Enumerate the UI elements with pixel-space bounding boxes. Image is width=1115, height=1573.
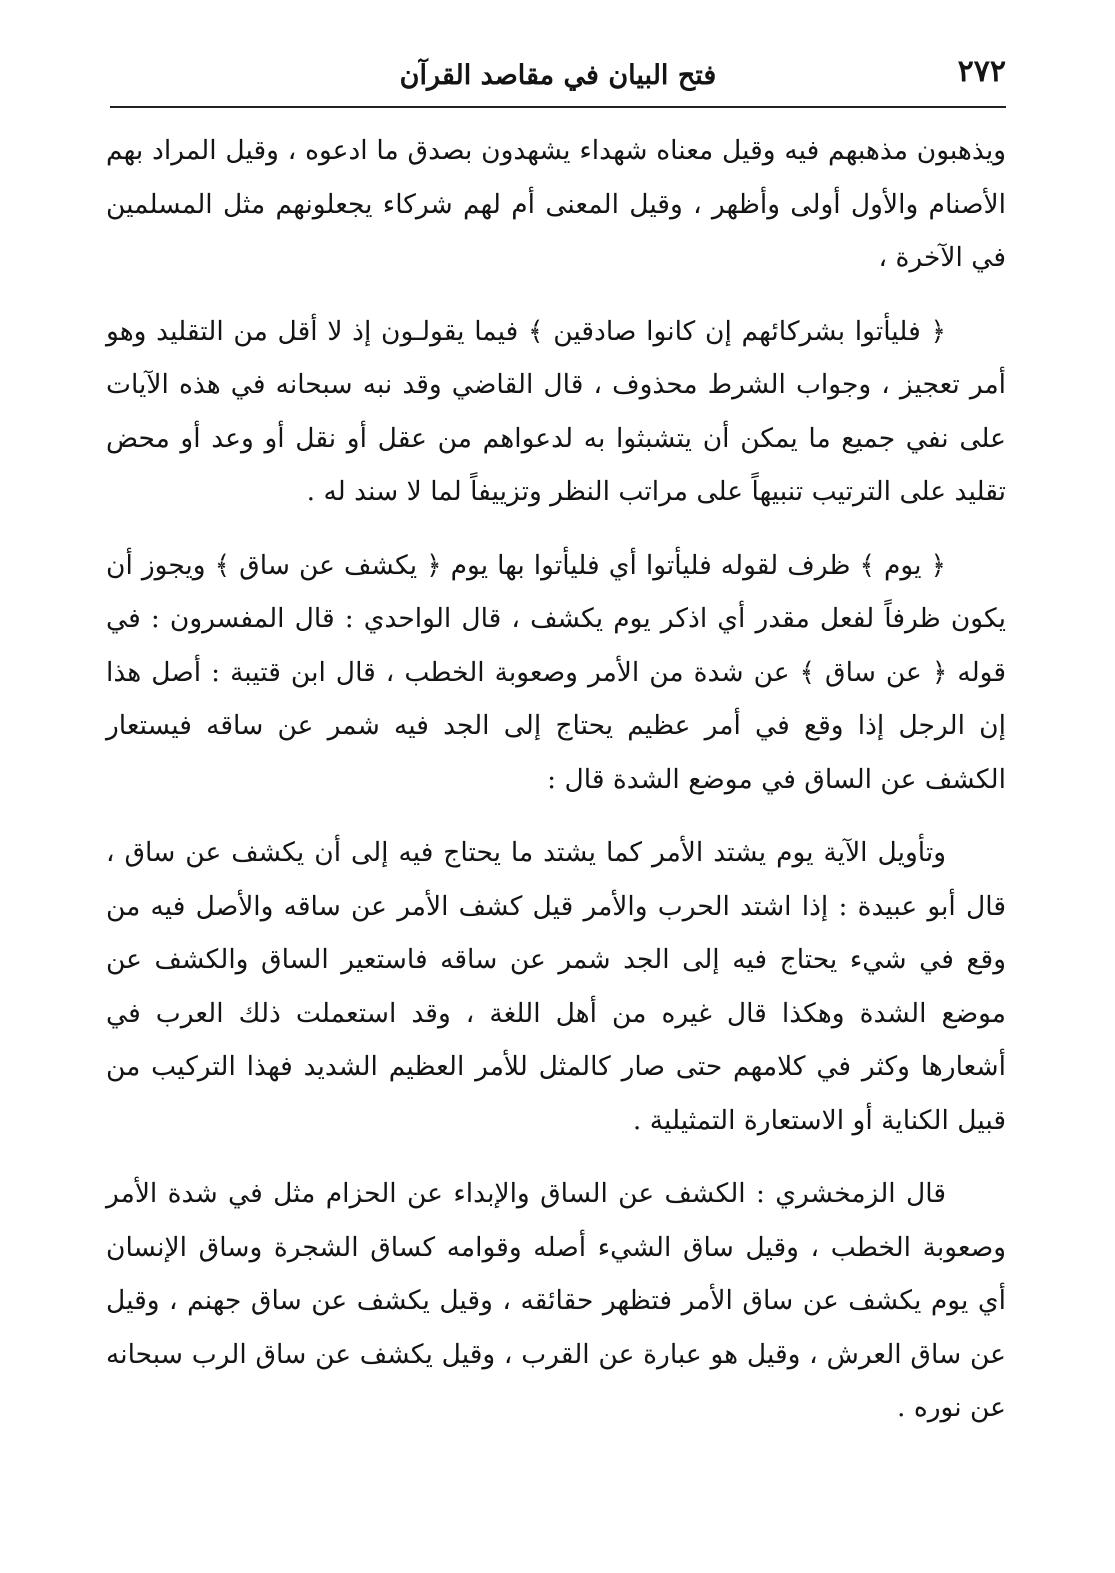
header-divider [110,106,1006,108]
running-title: فتح البيان في مقاصد القرآن [399,60,717,91]
page-body [106,124,1006,1455]
paragraph-4: وتأويل الآية يوم يشتد الأمر كما يشتد ما يحتاج فيه إلى أن يكشف عن ساق ، قال أبو عبيدة : إذا اشتد الحرب والأمر قيل كشف الأمر عن ساقه والأصل فيه من وقع في شيء يحتاج فيه إلى الجد شمر عن ساقه فاستعير الساق والكشف عن موضع الشدة وهكذا قال غيره من أهل اللغة ، وقد استعملت ذلك العرب في أشعارها وكثر في كلامهم حتى صار كالمثل للأمر العظيم الشديد فهذا التركيب من قبيل الكناية أو الاستعارة التمثيلية . [106,837,1006,1136]
paragraph-3: ﴿ يوم ﴾ ظرف لقوله فليأتوا أي فليأتوا بها يوم ﴿ يكشف عن ساق ﴾ ويجوز أن يكون ظرفاً لفعل مقدر أي اذكر يوم يكشف ، قال الواحدي : قال المفسرون : في قوله ﴿ عن ساق ﴾ عن شدة من الأمر وصعوبة الخطب ، قال ابن قتيبة : أصل هذا إن الرجل إذا وقع في أمر عظيم يحتاج إلى الجد فيه شمر عن ساقه فيستعار الكشف عن الساق في موضع الشدة قال : [106,549,1006,795]
paragraph-2: ﴿ فليأتوا بشركائهم إن كانوا صادقين ﴾ فيما يقولـون إذ لا أقل من التقليد وهو أمر تعجيز ، وجواب الشرط محذوف ، قال القاضي وقد نبه سبحانه في هذه الآيات على نفي جميع ما يمكن أن يتشبثوا به لدعواهم من عقل أو نقل أو وعد أو محض تقليد على الترتيب تنبيهاً على مراتب النظر وتزييفاً لما لا سند له . [106,315,1006,507]
page-number: ٢٧٢ [957,54,1006,89]
paragraph-1: ويذهبون مذهبهم فيه وقيل معناه شهداء يشهدون بصدق ما ادعوه ، وقيل المراد بهم الأصنام والأول أولى وأظهر ، وقيل المعنى أم لهم شركاء يجعلونهم مثل المسلمين في الآخرة ، [106,135,1006,273]
paragraph-5: قال الزمخشري : الكشف عن الساق والإبداء عن الحزام مثل في شدة الأمر وصعوبة الخطب ، وقيل ساق الشيء أصله وقوامه كساق الشجرة وساق الإنسان أي يوم يكشف عن ساق الأمر فتظهر حقائقه ، وقيل يكشف عن ساق جهنم ، وقيل عن ساق العرش ، وقيل هو عبارة عن القرب ، وقيل يكشف عن ساق الرب سبحانه عن نوره . [106,1178,1006,1423]
page-header [110,52,1006,100]
